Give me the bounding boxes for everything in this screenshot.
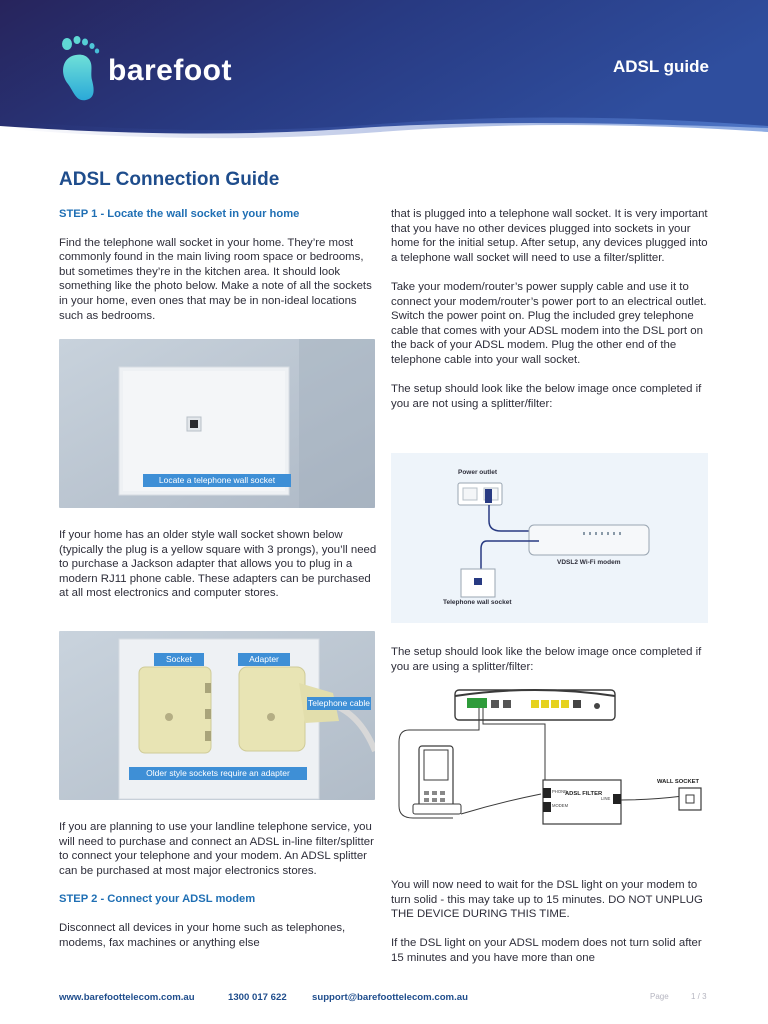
adsl-filter-label: ADSL FILTER	[565, 791, 603, 797]
power-outlet-label: Power outlet	[458, 469, 498, 476]
foot-icon	[58, 34, 108, 104]
wall-socket-label: Telephone wall socket	[443, 599, 512, 606]
older-socket-photo	[59, 631, 375, 800]
right-para3: The setup should look like the below image once completed if you are not using a splitter/filter:	[391, 383, 702, 410]
older-socket-text: If your home has an older style wall socket shown below (typically the plug is a yellow square with 3 prongs), you’ll need to purchase a Jackson adapter that allows you to plug in a modern RJ11 phone cable. These adapters can be purchased at all most electronics and computer stores.	[59, 529, 377, 600]
footer-email-link[interactable]: support@barefoottelecom.com.au	[312, 992, 468, 1003]
step2-text: Disconnect all devices in your home such as telephones, modems, fax machines or anything else	[59, 921, 346, 949]
modem-port-label: MODEM	[552, 803, 569, 808]
page-label: Page	[650, 992, 669, 1001]
diagram-with-filter	[391, 684, 713, 834]
page-title: ADSL Connection Guide	[59, 169, 280, 190]
step1-heading: STEP 1 - Locate the wall socket in your home	[59, 208, 300, 220]
step2-heading: STEP 2 - Connect your ADSL modem	[59, 893, 256, 906]
brand-name: barefoot	[108, 54, 232, 87]
page-header	[0, 0, 768, 140]
right-text-bottom	[391, 878, 711, 966]
right-para2: Take your modem/router’s power supply cable and use it to connect your modem/router’s power port to an electrical outlet. Switch the power point on. Plug the included grey telephone cable that comes with your ADSL modem into the DSL port on the back of your ADSL modem. Plug the other end of the telephone cable into your wall socket.	[391, 280, 707, 366]
phone-port-label: PHONE	[552, 789, 567, 794]
step1-text: Find the telephone wall socket in your home. They’re most commonly found in the main living room space or bedrooms, but sometimes they’re in the kitchen area. It should look something like the photo below. Make a note of all the sockets in your home, even ones that may be in non-ideal locations such as bedrooms.	[59, 236, 372, 322]
wall-socket-label-2: WALL SOCKET	[657, 779, 700, 785]
photo2-caption: Older style sockets require an adapter	[129, 767, 307, 780]
filter-section	[59, 820, 379, 950]
socket-label: Socket	[154, 653, 204, 666]
adapter-label: Adapter	[238, 653, 290, 666]
right-para5: You will now need to wait for the DSL light on your modem to turn solid - this may take up to 15 minutes. DO NOT UNPLUG THE DEVICE DURING THIS TIME.	[391, 879, 703, 921]
diagram-no-filter	[391, 453, 708, 623]
guide-label: ADSL guide	[612, 57, 709, 76]
page-number: 1 / 3	[691, 992, 707, 1001]
photo1-caption: Locate a telephone wall socket	[143, 474, 291, 487]
footer-phone[interactable]: 1300 017 622	[228, 992, 287, 1003]
right-para4: The setup should look like the below image once completed if you are using a splitter/filter:	[391, 646, 702, 673]
right-text-top	[391, 207, 711, 411]
telephone-cable-label: Telephone cable	[308, 698, 370, 708]
wall-socket-photo	[59, 339, 375, 508]
filter-text: If you are planning to use your landline telephone service, you will need to purchase and connect an ADSL in-line filter/splitter to connect your telephone and your modem. An ADSL splitter can be purchased at most major electronics stores.	[59, 821, 374, 877]
modem-label: VDSL2 Wi-Fi modem	[557, 559, 621, 566]
line-port-label: LINE	[601, 796, 611, 801]
step1-section	[59, 207, 379, 323]
right-para6: If the DSL light on your ADSL modem does not turn solid after 15 minutes and you have more than one	[391, 937, 702, 964]
right-para1: that is plugged into a telephone wall socket. It is very important that you have no other devices plugged into sockets in your home for the initial setup. After setup, any devices plugged into a telephone wall socket will need to use a filter/splitter.	[391, 208, 708, 264]
footer-website-link[interactable]: www.barefoottelecom.com.au	[59, 992, 195, 1003]
